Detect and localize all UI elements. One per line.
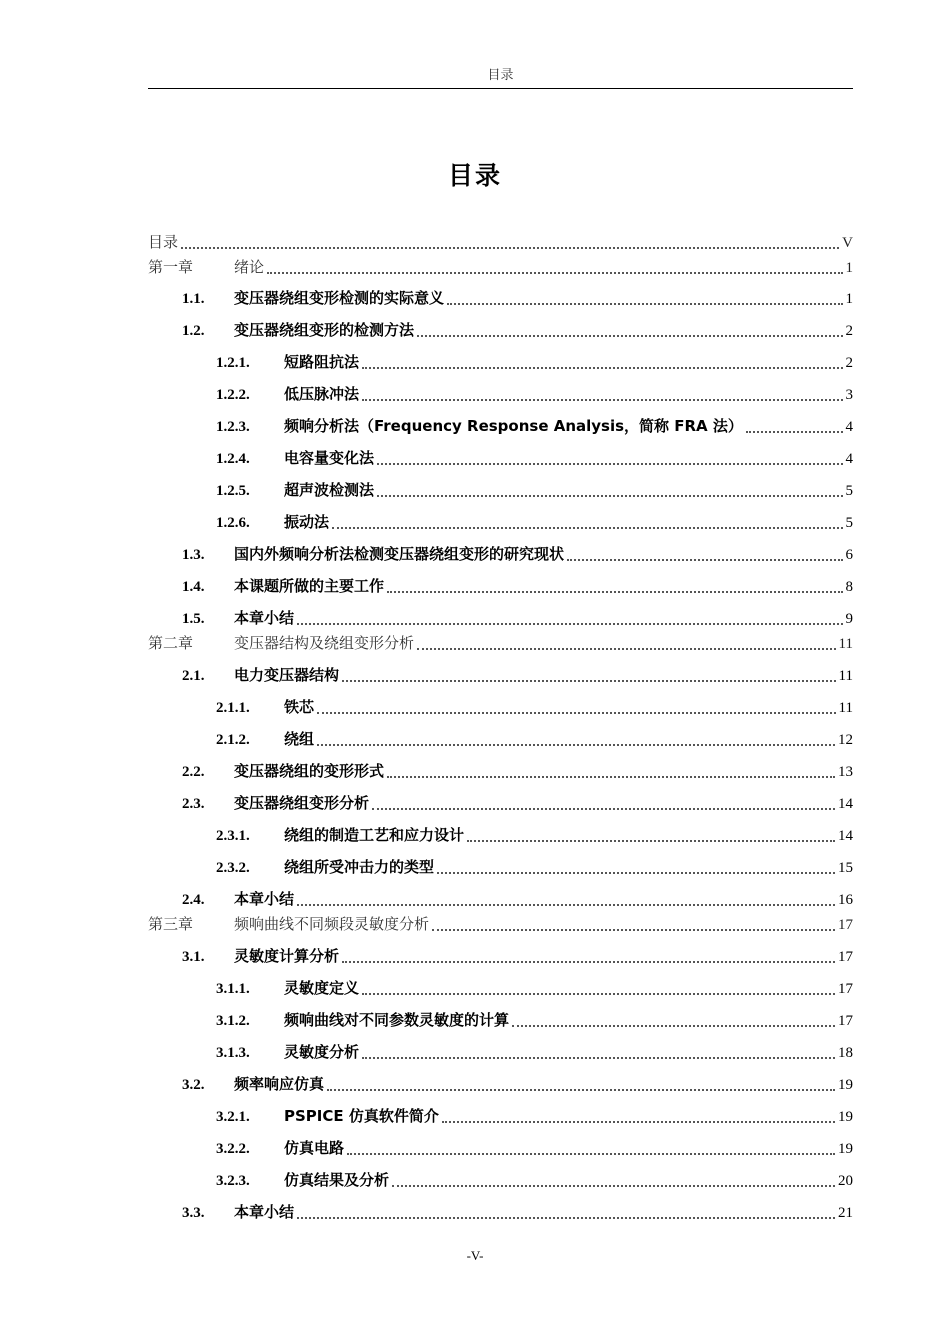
dot-leader [387,762,835,778]
toc-entry[interactable] [148,1134,853,1158]
dot-leader [392,1171,835,1187]
dot-leader [432,915,835,931]
toc-entry-page: 4 [845,451,853,467]
dot-leader [181,233,839,249]
toc-entry-number: 3.2.1. [216,1109,250,1125]
toc-entry-page: 17 [838,917,853,933]
toc-entry[interactable] [148,1006,853,1030]
toc-entry[interactable] [148,1102,853,1126]
toc-entry-label: 本章小结 [234,609,295,627]
toc-entry-number: 1.2. [182,323,205,339]
toc-entry-number: 1.2.6. [216,515,250,531]
toc-entry-number: 2.3.2. [216,860,250,876]
dot-leader [317,698,836,714]
toc-entry-number: 1.2.2. [216,387,250,403]
page-title: 目录 [447,161,502,190]
toc-entry-number: 3.1. [182,949,205,965]
toc-entry-page: 15 [838,860,853,876]
toc-entry-label: 国内外频响分析法检测变压器绕组变形的研究现状 [234,545,565,563]
dot-leader [267,258,842,274]
toc-entry-number: 2.3. [182,796,205,812]
dot-leader [447,289,842,305]
toc-entry-page: 16 [838,892,853,908]
dot-leader [297,890,835,906]
toc-entry[interactable] [148,604,853,628]
dot-leader [746,417,843,433]
dot-leader [297,1203,835,1219]
dot-leader [372,794,835,810]
toc-entry-page: 4 [845,419,853,435]
toc-entry-number: 第三章 [148,915,194,933]
toc-entry-page: 9 [845,611,853,627]
toc-entry-label: 仿真电路 [284,1139,345,1157]
toc-entry-number: 1.2.5. [216,483,250,499]
toc-entry-label: 绕组的制造工艺和应力设计 [284,826,465,844]
toc-entry-number: 第二章 [148,634,194,652]
toc-entry-number: 2.1.1. [216,700,250,716]
toc-entry-number: 1.5. [182,611,205,627]
toc-entry-page: 17 [838,981,853,997]
dot-leader [567,545,842,561]
dot-leader [417,321,842,337]
toc-entry-page: 8 [845,579,853,595]
dot-leader [362,1043,835,1059]
toc-entry-page: 13 [838,764,853,780]
toc-entry[interactable] [148,1166,853,1190]
toc-entry-label: 目录 [148,233,179,251]
toc-entry-page: 5 [845,515,853,531]
toc-entry-page: 11 [838,668,853,684]
toc-entry-label: 电容量变化法 [284,449,375,467]
toc-entry-label: 振动法 [284,513,330,531]
dot-leader [342,947,835,963]
toc-entry-label: 频率响应仿真 [234,1075,325,1093]
toc-entry[interactable] [148,508,853,532]
toc-entry-label: 频响曲线不同频段灵敏度分析 [234,915,430,933]
toc-entry-page: 2 [845,355,853,371]
dot-leader [342,666,836,682]
toc-entry[interactable] [148,853,853,877]
toc-entry[interactable] [148,253,853,277]
toc-entry-label: 本章小结 [234,890,295,908]
toc-entry-label: 绕组所受冲击力的类型 [284,858,435,876]
toc-entry-label: 短路阻抗法 [284,353,360,371]
toc-entry-number: 2.4. [182,892,205,908]
toc-entry-page: 3 [845,387,853,403]
toc-entry-number: 1.4. [182,579,205,595]
toc-entry-page: 18 [838,1045,853,1061]
toc-entry[interactable] [148,789,853,813]
toc-entry-number: 1.3. [182,547,205,563]
toc-entry[interactable] [148,725,853,749]
toc-entry-number: 第一章 [148,258,194,276]
toc-entry-page: 5 [845,483,853,499]
dot-leader [512,1011,835,1027]
toc-entry-label: 变压器绕组的变形形式 [234,762,385,780]
dot-leader [437,858,835,874]
dot-leader [362,385,842,401]
dot-leader [377,481,842,497]
toc-entry-page: 14 [838,796,853,812]
toc-entry-page: 1 [845,260,853,276]
toc-entry-number: 3.1.3. [216,1045,250,1061]
toc-entry[interactable] [148,910,853,934]
dot-leader [332,513,842,529]
toc-entry-page: 21 [838,1205,853,1221]
toc-entry-number: 1.2.1. [216,355,250,371]
toc-entry-number: 1.2.3. [216,419,250,435]
toc-entry-label: 低压脉冲法 [284,385,360,403]
toc-entry-number: 1.1. [182,291,205,307]
toc-entry-label: 灵敏度分析 [284,1043,360,1061]
dot-leader [417,634,836,650]
toc-entry[interactable] [148,629,853,653]
toc-entry-number: 2.1. [182,668,205,684]
toc-entry-number: 2.1.2. [216,732,250,748]
dot-leader [362,979,835,995]
toc-entry-label: 电力变压器结构 [234,666,340,684]
toc-entry-number: 1.2.4. [216,451,250,467]
toc-entry-label: 铁芯 [284,698,315,716]
toc-entry[interactable] [148,661,853,685]
toc-entry-page: 14 [838,828,853,844]
toc-entry-label: 绕组 [284,730,315,748]
toc-entry[interactable] [148,284,853,308]
dot-leader [362,353,842,369]
toc-entry-page: 17 [838,949,853,965]
toc-entry[interactable] [148,757,853,781]
toc-entry[interactable] [148,821,853,845]
toc-entry-page: 19 [838,1141,853,1157]
toc-entry[interactable] [148,444,853,468]
toc-entry-label: PSPICE 仿真软件简介 [284,1107,439,1125]
page-number-footer: -V- [466,1248,484,1263]
toc-entry-number: 3.1.2. [216,1013,250,1029]
dot-leader [387,577,842,593]
toc-entry-number: 3.2.3. [216,1173,250,1189]
toc-entry[interactable] [148,1070,853,1094]
toc-entry-label: 灵敏度计算分析 [234,947,340,965]
toc-entry[interactable] [148,316,853,340]
toc-entry[interactable] [148,885,853,909]
toc-entry-number: 3.3. [182,1205,205,1221]
toc-entry-number: 3.1.1. [216,981,250,997]
toc-entry[interactable] [148,476,853,500]
toc-entry-page: 17 [838,1013,853,1029]
toc-entry-page: 6 [845,547,853,563]
toc-entry-number: 2.3.1. [216,828,250,844]
toc-entry-label: 本课题所做的主要工作 [234,577,385,595]
toc-entry-label: 灵敏度定义 [284,979,360,997]
dot-leader [467,826,835,842]
toc-entry[interactable] [148,693,853,717]
toc-entry-label: 超声波检测法 [284,481,375,499]
toc-entry-page: 11 [838,700,853,716]
toc-entry[interactable] [148,572,853,596]
toc-entry-page: 1 [845,291,853,307]
toc-entry-page: 20 [838,1173,853,1189]
toc-entry-label: 变压器绕组变形的检测方法 [234,321,415,339]
toc-entry-label: 变压器结构及绕组变形分析 [234,634,415,652]
toc-entry[interactable] [148,1198,853,1222]
toc-entry-label: 仿真结果及分析 [284,1171,390,1189]
toc-entry[interactable] [148,228,853,252]
toc-entry-number: 3.2. [182,1077,205,1093]
dot-leader [317,730,835,746]
toc-entry-page: 19 [838,1109,853,1125]
toc-entry-label: 频响曲线对不同参数灵敏度的计算 [284,1011,510,1029]
dot-leader [347,1139,835,1155]
toc-entry-page: 19 [838,1077,853,1093]
toc-entry-label: 变压器绕组变形分析 [234,794,370,812]
toc-entry-label: 频响分析法（Frequency Response Analysis，简称 FRA 法） [284,417,743,435]
toc-entry-label: 本章小结 [234,1203,295,1221]
toc-entry-label: 绪论 [234,258,265,276]
dot-leader [442,1107,835,1123]
toc-entry-page: 12 [838,732,853,748]
toc-entry-number: 2.2. [182,764,205,780]
running-header: 目录 [148,68,853,89]
toc-entry-label: 变压器绕组变形检测的实际意义 [234,289,445,307]
toc-entry[interactable] [148,380,853,404]
toc-entry-number: 3.2.2. [216,1141,250,1157]
dot-leader [377,449,842,465]
toc-entry-page: 2 [845,323,853,339]
toc-entry[interactable] [148,540,853,564]
toc-entry[interactable] [148,974,853,998]
dot-leader [327,1075,835,1091]
toc-entry[interactable] [148,412,853,436]
toc-entry-page: 11 [838,636,853,652]
toc-entry[interactable] [148,1038,853,1062]
toc-entry[interactable] [148,348,853,372]
toc-entry-page: V [842,235,853,251]
toc-entry[interactable] [148,942,853,966]
dot-leader [297,609,842,625]
